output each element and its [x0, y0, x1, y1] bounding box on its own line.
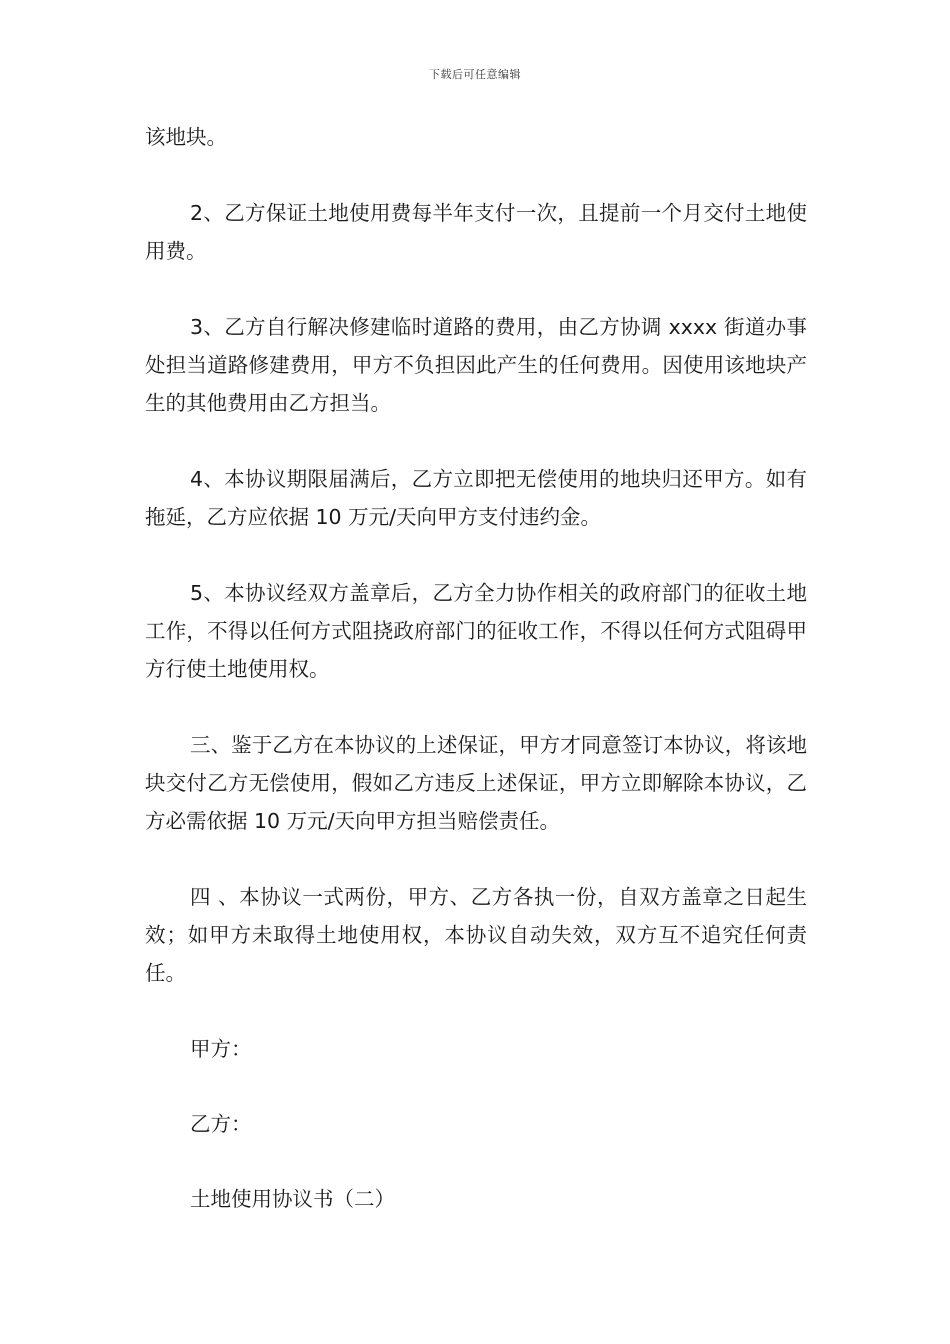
- clause-4: 4、本协议期限届满后，乙方立即把无偿使用的地块归还甲方。如有拖延，乙方应依据 10 万元/天向甲方支付违约金。: [145, 467, 807, 529]
- section-four: 四 、本协议一式两份，甲方、乙方各执一份，自双方盖章之日起生效；如甲方未取得土地使用权，本协议自动失效，双方互不追究任何责任。: [145, 885, 807, 985]
- section-three: 三、鉴于乙方在本协议的上述保证，甲方才同意签订本协议，将该地块交付乙方无偿使用，假如乙方违反上述保证，甲方立即解除本协议，乙方必需依据 10 万元/天向甲方担当赔偿责任。: [145, 733, 807, 833]
- clause-3: 3、乙方自行解决修建临时道路的费用，由乙方协调 xxxx 街道办事处担当道路修建费用，甲方不负担因此产生的任何费用。因使用该地块产生的其他费用由乙方担当。: [145, 315, 807, 415]
- page-header: 下载后可任意编辑: [429, 68, 521, 81]
- document-body: [145, 118, 807, 1255]
- paragraph-continuation: 该地块。: [145, 125, 227, 149]
- clause-5: 5、本协议经双方盖章后，乙方全力协作相关的政府部门的征收土地工作，不得以任何方式阻挠政府部门的征收工作，不得以任何方式阻碍甲方行使土地使用权。: [145, 581, 807, 681]
- clause-2: 2、乙方保证土地使用费每半年支付一次，且提前一个月交付土地使用费。: [145, 201, 807, 263]
- party-b-signature-label: 乙方：: [190, 1112, 252, 1136]
- next-document-title: 土地使用协议书（二）: [190, 1187, 395, 1211]
- party-a-signature-label: 甲方：: [190, 1037, 252, 1061]
